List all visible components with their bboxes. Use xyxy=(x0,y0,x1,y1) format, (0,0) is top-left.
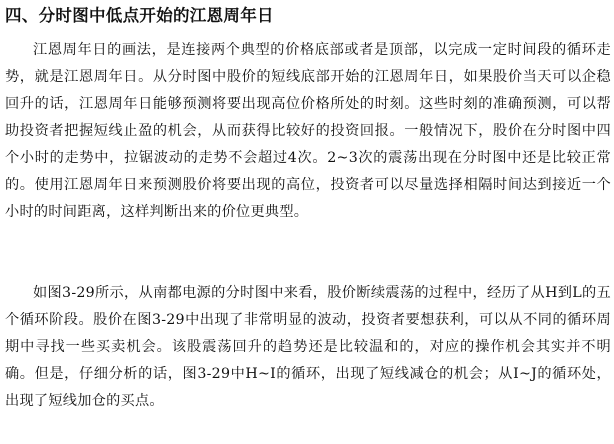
paragraph-2: 如图3-29所示，从南都电源的分时图中来看，股价断续震荡的过程中，经历了从H到L的五个循环阶段。股价在图3-29中出现了非常明显的波动，投资者要想获利，可以从不同的循环周期中寻找一些买卖机会。该股震荡回升的趋势还是比较温和的，对应的操作机会其实并不明确。但是，仔细分析的话，图3-29中H~I的循环，出现了短线减仓的机会；从I~J的循环处，出现了短线加仓的买点。 xyxy=(5,285,611,409)
paragraph-1: 江恩周年日的画法，是连接两个典型的价格底部或者是顶部，以完成一定时间段的循环走势，就是江恩周年日。从分时图中股价的短线底部开始的江恩周年日，如果股价当天可以企稳回升的话，江恩周年日能够预测将要出现高位价格所处的时刻。这些时刻的准确预测，可以帮助投资者把握短线止盈的机会，从而获得比较好的投资回报。一般情况下，股价在分时图中四个小时的走势中，拉锯波动的走势不会超过4次。2~3次的震荡出现在分时图中还是比较正常的。使用江恩周年日来预测股价将要出现的高位，投资者可以尽量选择相隔时间达到接近一个小时的时间距离，这样判断出来的价位更典型。 xyxy=(5,42,611,220)
section-heading: 四、分时图中低点开始的江恩周年日 xyxy=(5,6,274,25)
